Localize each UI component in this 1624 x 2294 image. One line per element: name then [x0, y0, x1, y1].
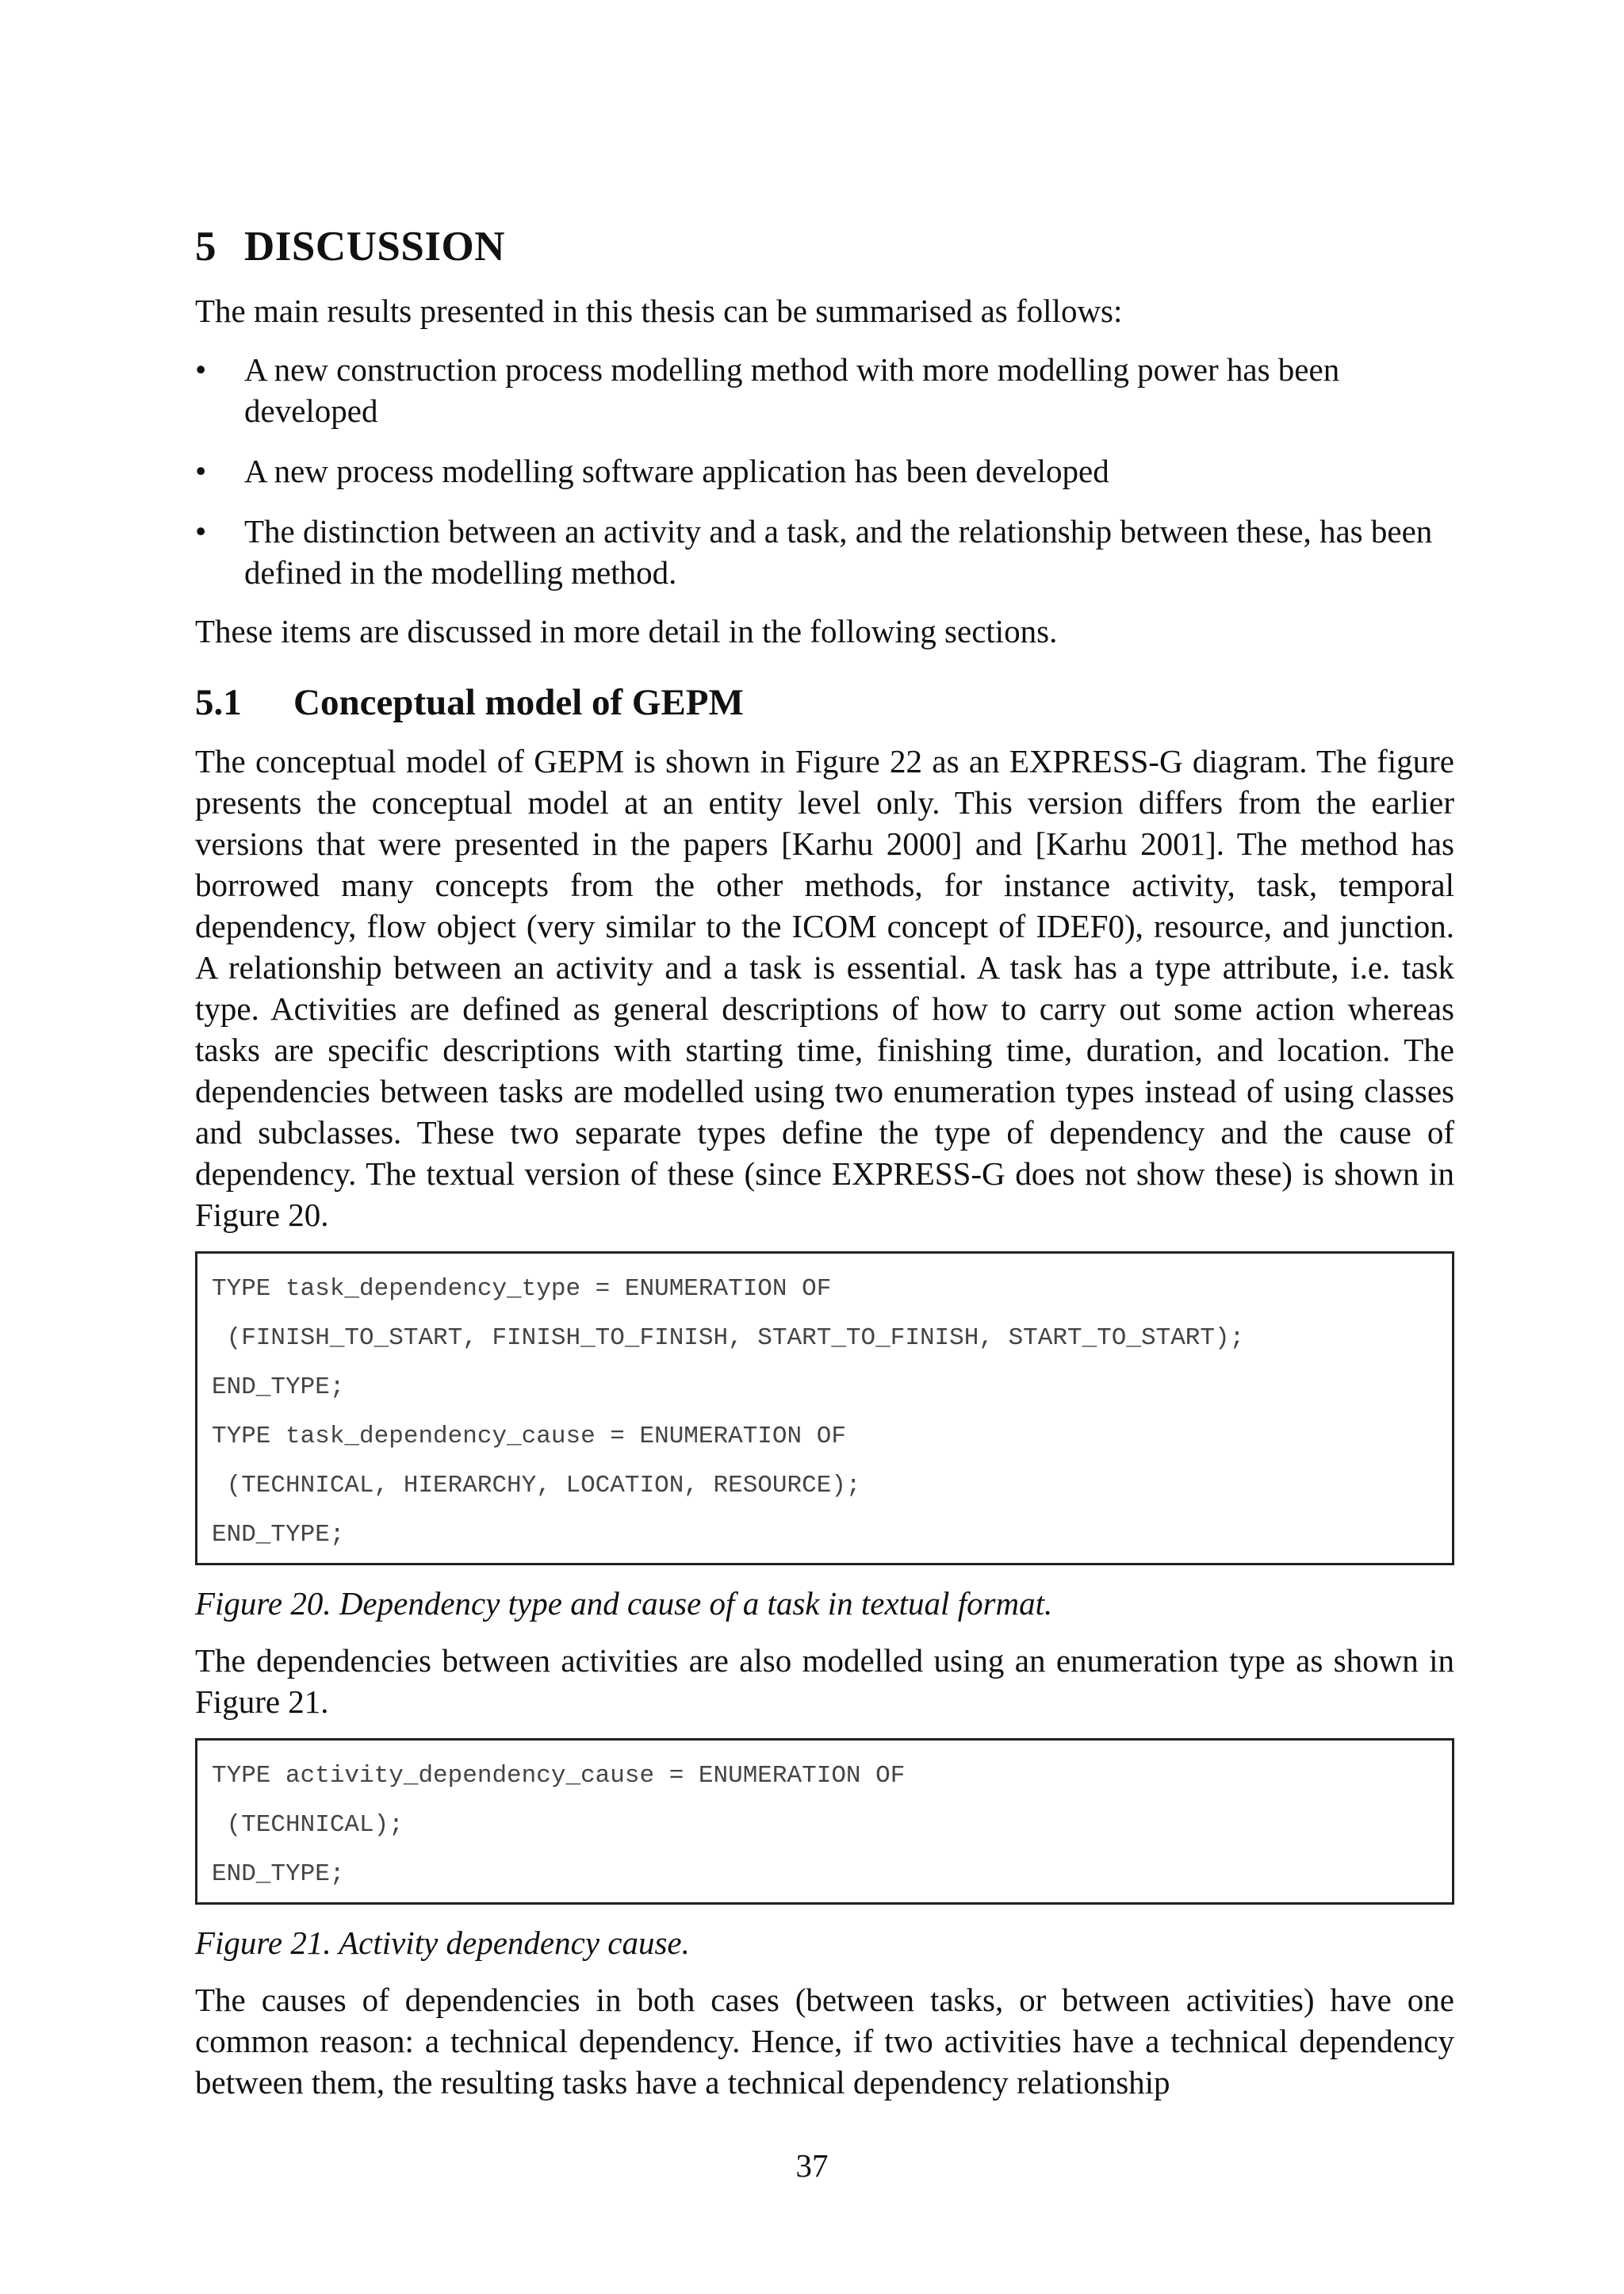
code-line: (TECHNICAL, HIERARCHY, LOCATION, RESOURCE);	[212, 1471, 861, 1499]
section-heading	[195, 680, 1454, 725]
list-item	[195, 511, 1454, 593]
code-block-figure-20	[195, 1251, 1454, 1565]
code-line: TYPE task_dependency_cause = ENUMERATION OF	[212, 1422, 846, 1450]
figure-20-caption: Figure 20. Dependency type and cause of a task in textual format.	[195, 1584, 1053, 1622]
list-item	[195, 349, 1454, 431]
chapter-heading	[195, 222, 1454, 273]
list-item-text: The distinction between an activity and a task, and the relationship between these, has been defined in the modelling method.	[244, 512, 1433, 591]
code-line: TYPE task_dependency_type = ENUMERATION OF	[212, 1274, 832, 1303]
page-number: 37	[795, 2147, 829, 2184]
intro-paragraph: The main results presented in this thesis can be summarised as follows:	[195, 292, 1123, 329]
list-item	[195, 450, 1454, 492]
paragraph-conceptual-model: The conceptual model of GEPM is shown in Figure 22 as an EXPRESS-G diagram. The figure presents the conceptual model at an entity level only. This version differs from the earlier versions that were presented in the papers [Karhu 2000] and [Karhu 2001]. The method has borrowed many concepts from the other methods, for instance activity, task, temporal dependency, flow object (very similar to the ICOM concept of IDEF0), resource, and junction. A relationship between an activity and a task is essential. A task has a type attribute, i.e. task type. Activities are defined as general descriptions of how to carry out some action whereas tasks are specific descriptions with starting time, finishing time, duration, and location. The dependencies between tasks are modelled using two enumeration types instead of using classes and subclasses. These two separate types define the type of dependency and the cause of dependency. The textual version of these (since EXPRESS-G does not show these) is shown in Figure 20.	[195, 742, 1454, 1233]
code-line: (TECHNICAL);	[212, 1810, 404, 1839]
chapter-title: DISCUSSION	[244, 224, 506, 270]
figure-21-caption: Figure 21. Activity dependency cause.	[195, 1924, 690, 1961]
code-line: END_TYPE;	[212, 1373, 345, 1401]
results-list	[195, 349, 1454, 593]
code-block-figure-21	[195, 1738, 1454, 1905]
code-line: END_TYPE;	[212, 1859, 345, 1888]
code-line: (FINISH_TO_START, FINISH_TO_FINISH, START_TO_FINISH, START_TO_START);	[212, 1323, 1245, 1352]
section-number: 5.1	[195, 681, 242, 723]
list-item-text: A new construction process modelling method with more modelling power has been developed	[244, 350, 1340, 429]
paragraph-dependency-causes: The causes of dependencies in both cases (between tasks, or between activities) have one common reason: a technical dependency. Hence, if two activities have a technical dependency between them, the resulting tasks have a technical dependency relationship	[195, 1981, 1454, 2101]
page-body	[195, 222, 1454, 2103]
list-item-text: A new process modelling software application has been developed	[244, 452, 1109, 489]
chapter-number: 5	[195, 224, 216, 270]
bullet-icon: •	[195, 350, 207, 388]
code-line: TYPE activity_dependency_cause = ENUMERATION OF	[212, 1761, 906, 1790]
bullet-icon: •	[195, 452, 207, 489]
paragraph-activity-dependencies: The dependencies between activities are also modelled using an enumeration type as shown in Figure 21.	[195, 1641, 1454, 1720]
section-title: Conceptual model of GEPM	[293, 681, 744, 723]
code-line: END_TYPE;	[212, 1520, 345, 1549]
after-list-paragraph: These items are discussed in more detail in the following sections.	[195, 612, 1058, 649]
bullet-icon: •	[195, 512, 207, 550]
